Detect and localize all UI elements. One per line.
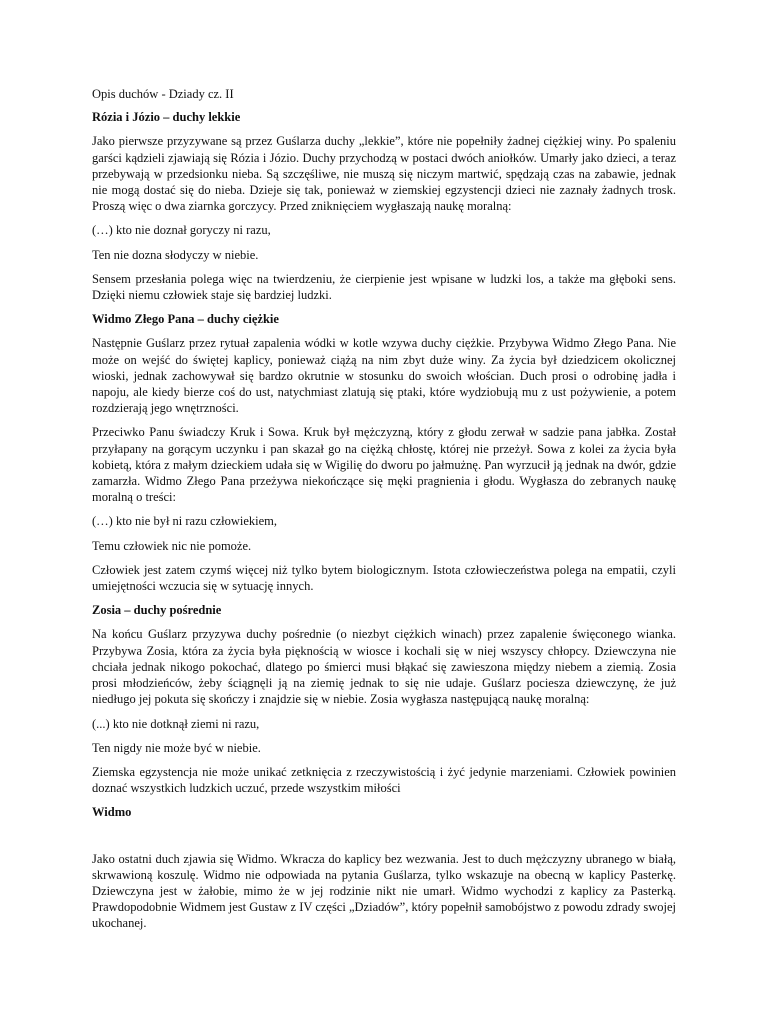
verse-line: Temu człowiek nic nie pomoże. (92, 538, 252, 553)
section-widmo-zlego-pana (92, 311, 676, 594)
section-heading: Widmo Złego Pana – duchy ciężkie (92, 312, 279, 327)
section-heading: Widmo (92, 805, 132, 820)
paragraph: Przeciwko Panu świadczy Kruk i Sowa. Kruk był mężczyzną, który z głodu zerwał w sadzie pana jabłka. Został przyłapany na gorącym uczynku i pan skazał go na ciężką chłostę, której nie przeżył. Sowa z kolei za życia była kobietą, która z małym dzieckiem udała się w Wigilię do dworu po jałmużnę. Pan wyrzucił ją jednak na dwór, gdzie zamarzła. Widmo Złego Pana przeżywa niekończące się męki pragnienia i głodu. Wygłasza do zebranych naukę moralną o treści: (92, 425, 676, 505)
verse-line: (...) kto nie dotknął ziemi ni razu, (92, 716, 260, 731)
section-heading: Rózia i Józio – duchy lekkie (92, 110, 241, 125)
paragraph: Człowiek jest zatem czymś więcej niż tylko bytem biologicznym. Istota człowieczeństwa polega na empatii, czyli umiejętności wczucia się w sytuację innych. (92, 562, 676, 594)
verse-line: (…) kto nie doznał goryczy ni razu, (92, 223, 271, 238)
paragraph: Ziemska egzystencja nie może unikać zetknięcia z rzeczywistością i żyć jedynie marzeniami. Człowiek powinien doznać wszystkich ludzkich uczuć, przede wszystkim miłości (92, 764, 676, 796)
paragraph: Jako pierwsze przyzywane są przez Guślarza duchy „lekkie”, które nie popełniły żadnej ciężkiej winy. Po spaleniu garści kądzieli zjawiają się Rózia i Józio. Duchy przychodzą w postaci dwóch aniołków. Umarły jako dzieci, a teraz przebywają w przedsionku nieba. Są szczęśliwe, nie muszą się niczym martwić, spędzają czas na zabawie, jednak nie mogą dostać się do nieba. Dzieje się tak, ponieważ w ziemskiej egzystencji dzieci nie zaznały żadnych trosk. Proszą więc o dwa ziarnka gorczycy. Przed zniknięciem wygłaszają naukę moralną: (92, 134, 676, 214)
document-title: Opis duchów - Dziady cz. II (92, 87, 234, 101)
section-rozia-jozio (92, 109, 676, 303)
section-widmo (92, 804, 676, 931)
paragraph: Następnie Guślarz przez rytuał zapalenia wódki w kotle wzywa duchy ciężkie. Przybywa Widmo Złego Pana. Nie może on wejść do świętej kaplicy, ponieważ ciążą na nim zbyt duże winy. Za życia był dziedzicem okolicznej wioski, jednak zachowywał się bardzo okrutnie w stosunku do swoich włościan. Duch prosi o odrobinę jadła i napoju, ale kiedy bierze coś do ust, natychmiast zlatują się ptaki, które wydziobują mu z ust pożywienie, a potem rozdzierają jego wnętrzności. (92, 336, 676, 416)
paragraph: Jako ostatni duch zjawia się Widmo. Wkracza do kaplicy bez wezwania. Jest to duch mężczyzny ubranego w białą, skrwawioną koszulę. Widmo nie odpowiada na pytania Guślarza, tylko wskazuje na obecną w kaplicy Pasterkę. Dziewczyna jest w żałobie, mimo że w jej rodzinie nikt nie umarł. Widmo wychodzi z kaplicy za Pasterką. Prawdopodobnie Widmem jest Gustaw z IV części „Dziadów”, który popełnił samobójstwo z powodu zdrady swojej ukochanej. (92, 851, 676, 931)
paragraph: Na końcu Guślarz przyzywa duchy pośrednie (o niezbyt ciężkich winach) przez zapalenie święconego wianka. Przybywa Zosia, która za życia była pięknością w wiosce i kochali się w niej wszyscy chłopcy. Dziewczyna nie chciała jednak nikogo pokochać, dlatego po śmierci musi błąkać się zawieszona między niebem a ziemią. Zosia prosi młodzieńców, żeby ściągnęli ją na ziemię jednak to się nie udaje. Guślarz pociesza dziewczynę, że już niedługo jej pokuta się skończy i znajdzie się w niebie. Zosia wygłasza następującą naukę moralną: (92, 627, 676, 707)
verse-line: Ten nie dozna słodyczy w niebie. (92, 247, 259, 262)
section-zosia (92, 602, 676, 796)
paragraph: Sensem przesłania polega więc na twierdzeniu, że cierpienie jest wpisane w ludzki los, a także ma głęboki sens. Dzięki niemu człowiek staje się bardziej ludzki. (92, 271, 676, 303)
verse-line: Ten nigdy nie może być w niebie. (92, 740, 261, 755)
verse-line: (…) kto nie był ni razu człowiekiem, (92, 514, 278, 529)
section-heading: Zosia – duchy pośrednie (92, 603, 222, 618)
